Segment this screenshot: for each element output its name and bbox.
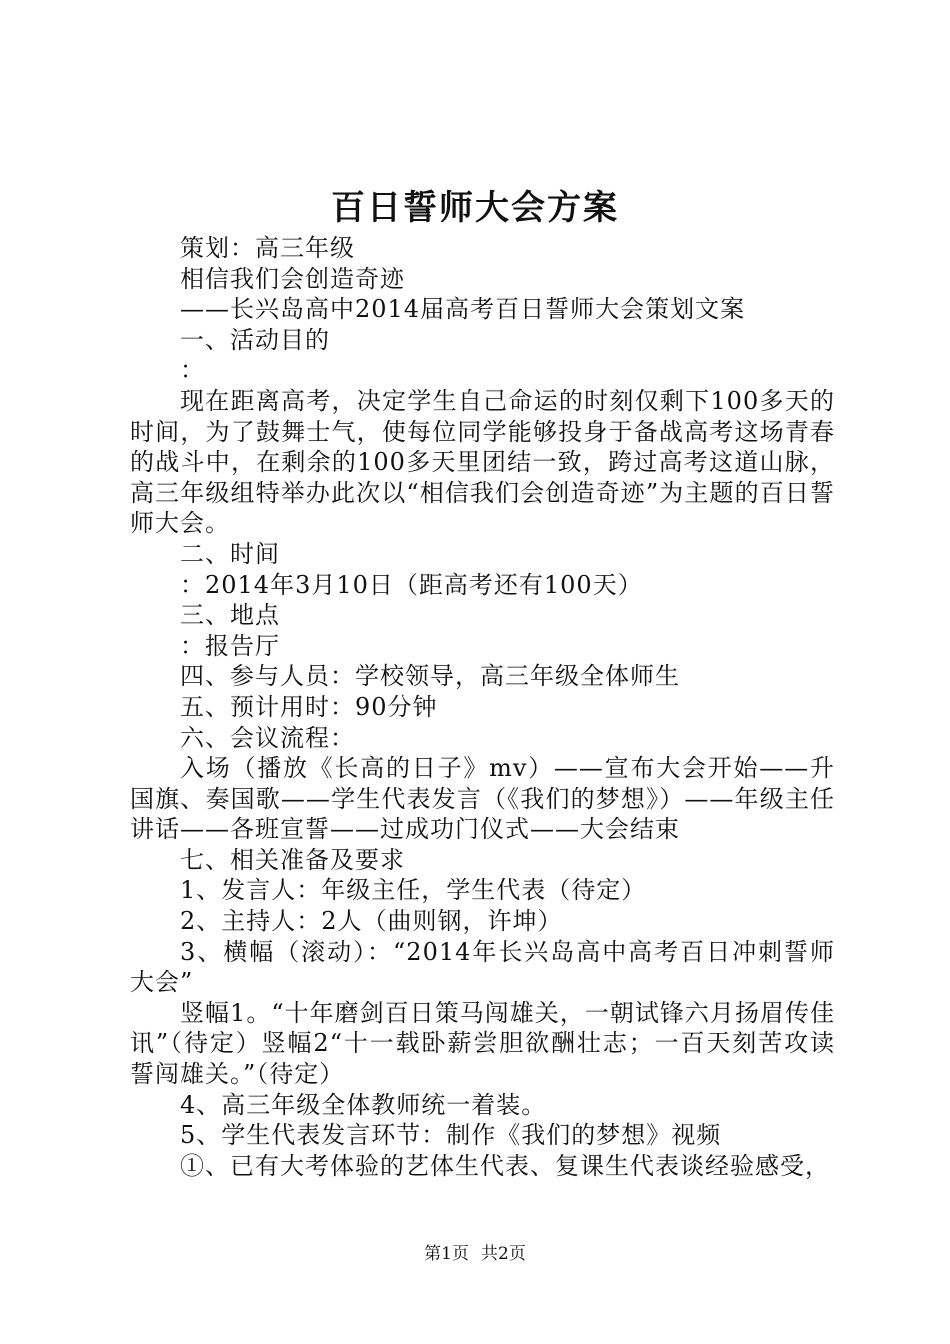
section-purpose-colon: ： [180,356,205,385]
section-heading-purpose: 一、活动目的 [180,325,330,354]
section-time-body: ：2014年3月10日（距高考还有100天） [180,570,643,599]
document-body [130,233,835,1181]
page-footer [0,1242,950,1266]
section-participants: 四、参与人员：学校领导，高三年级全体师生 [180,662,680,691]
requirement-vertical-banners: 竖幅1。“十年磨剑百日策马闯雄关，一朝试锋六月扬眉传佳讯”（待定）竖幅2“十一载卧薪尝胆欲酬壮志；一百天刻苦攻读誓闯雄关。”（待定） [130,998,835,1089]
section-agenda-body: 入场（播放《长高的日子》mv）——宣布大会开始——升国旗、奏国歌——学生代表发言（《我们的梦想》）——年级主任讲话——各班宣誓——过成功门仪式——大会结束 [130,754,835,844]
requirement-dress-code: 4、高三年级全体教师统一着装。 [180,1090,547,1119]
section-heading-agenda: 六、会议流程： [180,723,355,752]
section-location-body: ：报告厅 [180,631,280,660]
requirement-student-video: 5、学生代表发言环节：制作《我们的梦想》视频 [180,1121,722,1150]
page-total: 共2页 [481,1244,526,1264]
section-heading-location: 三、地点 [180,601,280,630]
section-heading-time: 二、时间 [180,539,280,568]
section-duration: 五、预计用时：90分钟 [180,692,438,721]
page-number: 第1页 [424,1244,469,1264]
subtitle-line: ——长兴岛高中2014届高考百日誓师大会策划文案 [180,295,746,324]
requirement-speakers: 1、发言人：年级主任，学生代表（待定） [180,876,647,905]
section-purpose-body: 现在距离高考，决定学生自己命运的时刻仅剩下100多天的时间，为了鼓舞士气，使每位同学能够投身于备战高考这场青春的战斗中，在剩余的100多天里团结一致，跨过高考这道山脉，高三年级组特举办此次以“相信我们会创造奇迹”为主题的百日誓师大会。 [130,386,835,538]
document-title: 百日誓师大会方案 [331,188,619,228]
requirement-hosts: 2、主持人：2人（曲则钢，许坤） [180,907,563,936]
requirement-banner: 3、横幅（滚动）：“2014年长兴岛高中高考百日冲刺誓师大会” [130,937,835,997]
planner-line: 策划：高三年级 [180,234,355,262]
section-heading-preparation: 七、相关准备及要求 [180,845,405,874]
requirement-video-item-1: ①、已有大考体验的艺体生代表、复课生代表谈经验感受， [180,1151,830,1180]
theme-line: 相信我们会创造奇迹 [180,264,405,293]
